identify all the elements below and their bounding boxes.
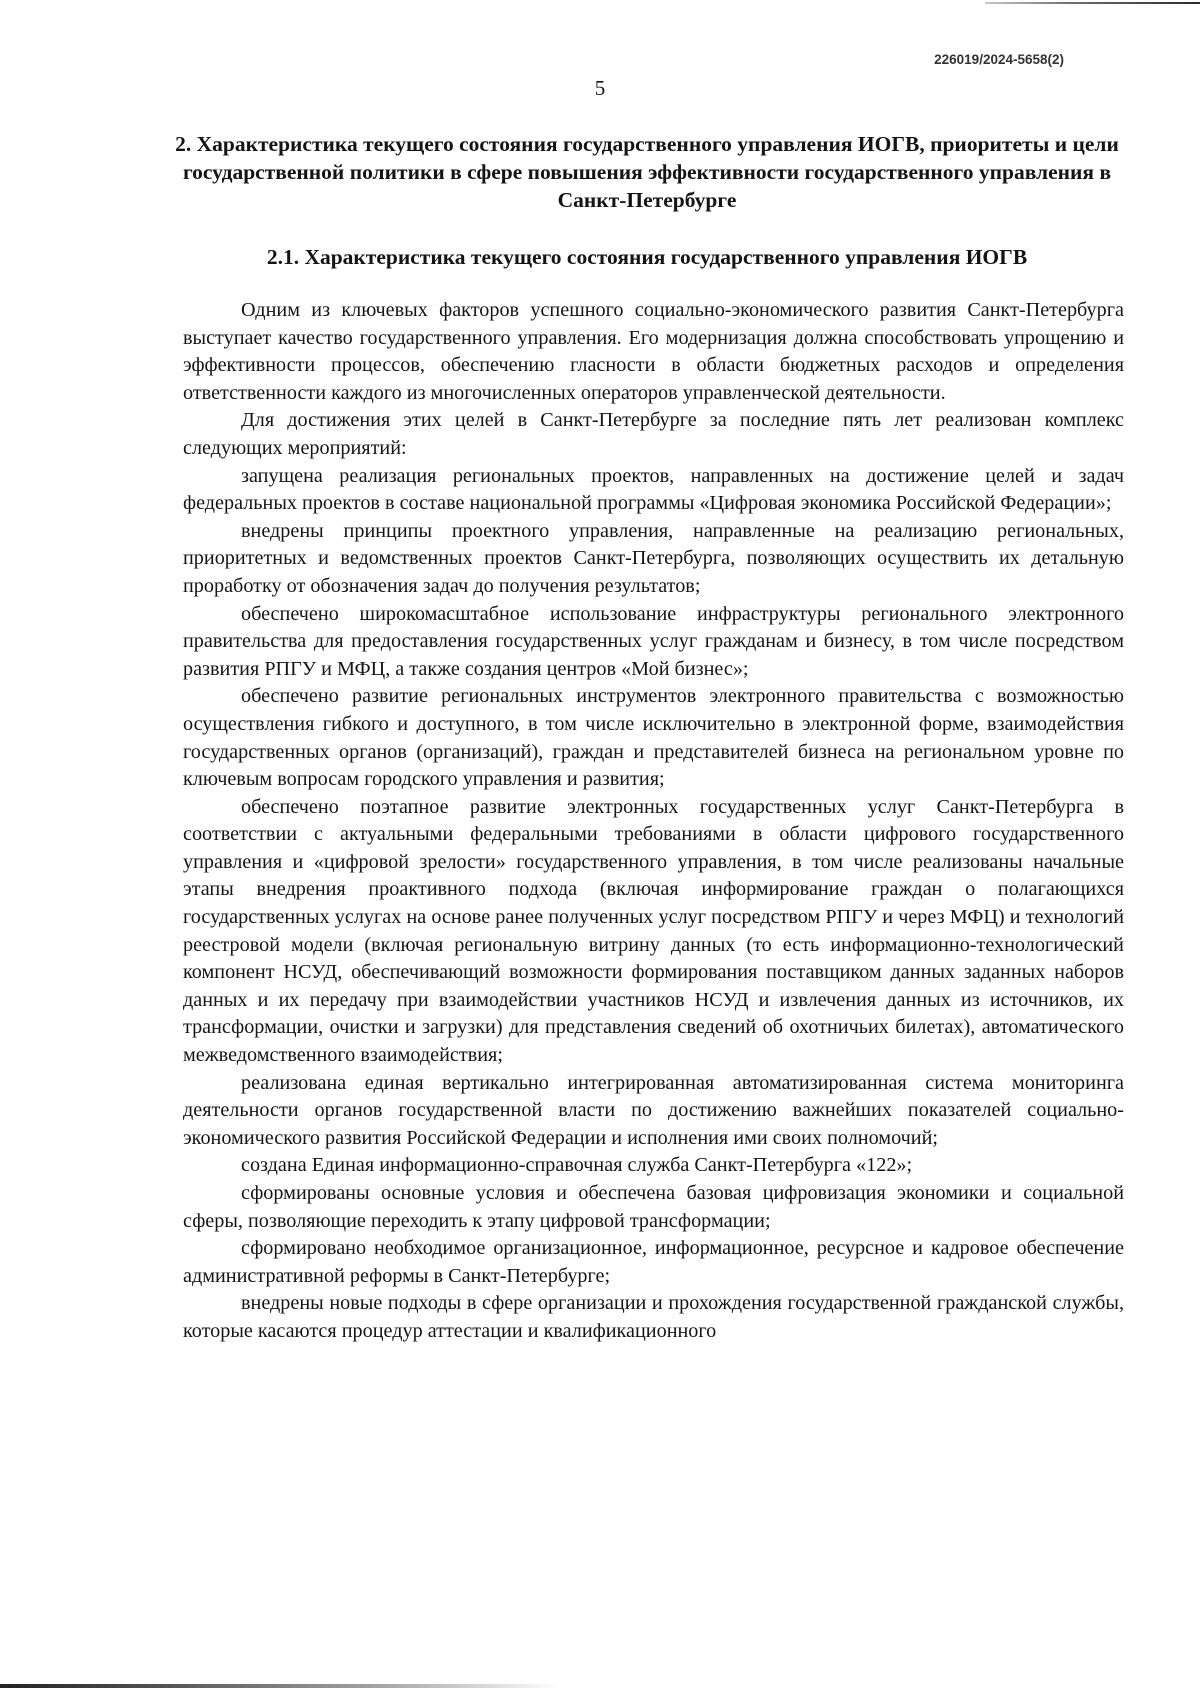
section-heading: 2. Характеристика текущего состояния государственного управления ИОГВ, приоритеты и цели государственной политики в сфере повышения эффективности государственного управления в Санкт-Петербурге [175,132,1119,212]
paragraph: Одним из ключевых факторов успешного социально-экономического развития Санкт-Петербурга выступает качество государственного управления. Его модернизация должна способствовать упрощению и эффективности процессов, обеспечению гласности в области бюджетных расходов и определения ответственности каждого из многочисленных операторов управленческой деятельности. [183,299,1124,404]
paragraph: обеспечено поэтапное развитие электронных государственных услуг Санкт-Петербурга в соответствии с актуальными федеральными требованиями в области цифрового государственного управления и «цифровой зрелости» государственного управления, в том числе реализованы начальные этапы внедрения проактивного подхода (включая информирование граждан о полагающихся государственных услугах на основе ранее полученных услуг посредством РПГУ и через МФЦ) и технологий реестровой модели (включая региональную витрину данных (то есть информационно-технологический компонент НСУД, обеспечивающий возможности формирования поставщиком данных заданных наборов данных и их передачу при взаимодействии участников НСУД и извлечения данных из источников, их трансформации, очистки и загрузки) для представления сведений об охотничьих билетах), автоматического межведомственного взаимодействия; [183,795,1124,1067]
paragraph: Для достижения этих целей в Санкт-Петербурге за последние пять лет реализован комплекс следующих мероприятий: [183,409,1124,459]
scan-bottom-edge-line [0,1684,560,1688]
paragraph: создана Единая информационно-справочная служба Санкт-Петербурга «122»; [241,1154,913,1177]
paragraph: внедрены новые подходы в сфере организации и прохождения государственной гражданской службы, которые касаются процедур аттестации и квалификационного [183,1292,1124,1342]
subsection-heading: 2.1. Характеристика текущего состояния государственного управления ИОГВ [266,245,1028,269]
paragraph: реализована единая вертикально интегрированная автоматизированная система мониторинга деятельности органов государственной власти по достижению важнейших показателей социально-экономического развития Российской Федерации и исполнения ими своих полномочий; [183,1071,1124,1149]
paragraph: обеспечено развитие региональных инструментов электронного правительства с возможностью осуществления гибкого и доступного, в том числе исключительно в электронной форме, взаимодействия государственных органов (организаций), граждан и представителей бизнеса на региональном уровне по ключевым вопросам городского управления и развития; [183,685,1124,791]
scan-top-edge-line [985,2,1200,4]
registration-number: 226019/2024-5658(2) [934,52,1064,67]
paragraph: сформированы основные условия и обеспечена базовая цифровизация экономики и социальной сферы, позволяющие переходить к этапу цифровой трансформации; [183,1182,1124,1232]
paragraph: сформировано необходимое организационное, информационное, ресурсное и кадровое обеспечение административной реформы в Санкт-Петербурге; [183,1237,1124,1287]
page-number: 5 [594,76,606,100]
body-text [183,297,1124,1346]
paragraph: внедрены принципы проектного управления, направленные на реализацию региональных, приоритетных и ведомственных проектов Санкт-Петербурга, позволяющих осуществить их детальную проработку от обозначения задач до получения результатов; [183,519,1124,597]
paragraph: обеспечено широкомасштабное использование инфраструктуры регионального электронного правительства для предоставления государственных услуг гражданам и бизнесу, в том числе посредством развития РПГУ и МФЦ, а также создания центров «Мой бизнес»; [183,602,1124,680]
paragraph: запущена реализация региональных проектов, направленных на достижение целей и задач федеральных проектов в составе национальной программы «Цифровая экономика Российской Федерации»; [183,464,1124,515]
